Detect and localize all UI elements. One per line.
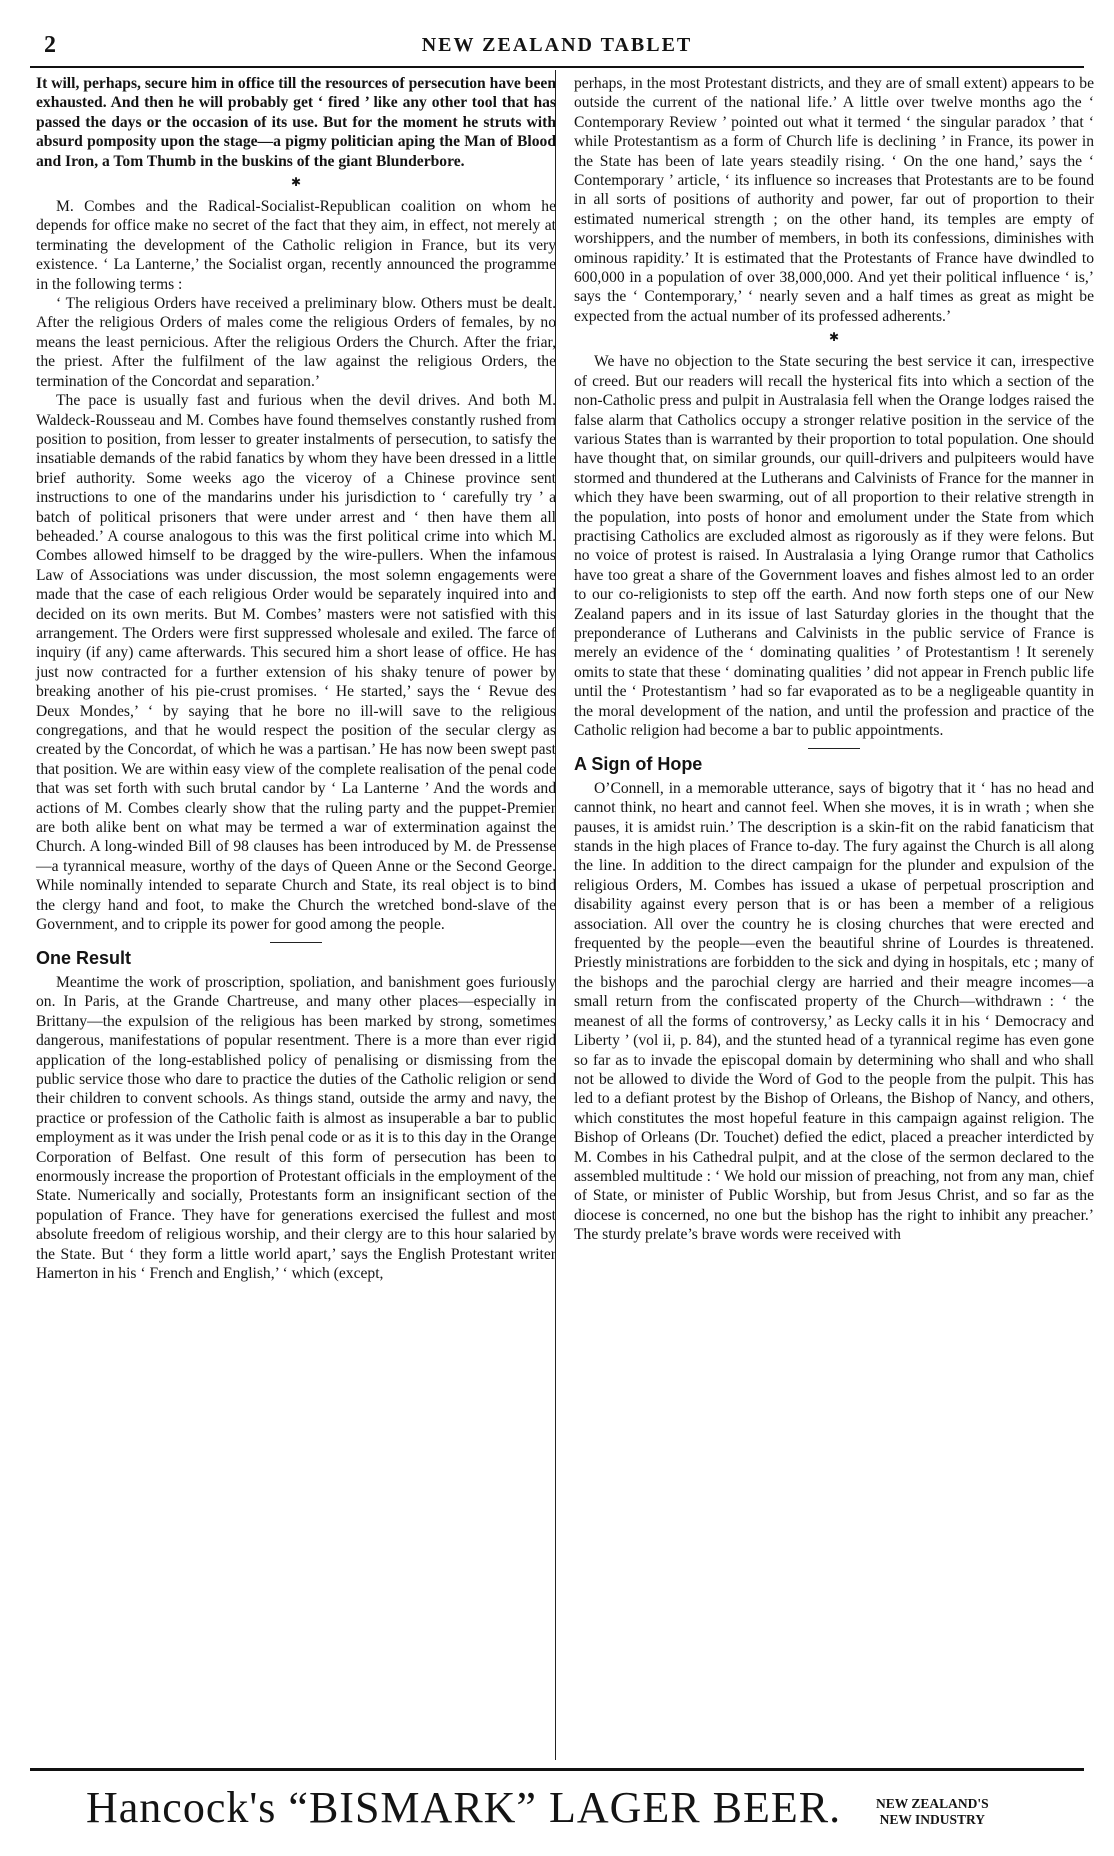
- paragraph: M. Combes and the Radical-Socialist-Republican coalition on whom he depends for office make no secret of the fact that they aim, in effect, not merely at terminating the development of the Catholic religion in France, but its very existence. ‘ La Lanterne,’ the Socialist organ, recently announced the programme in the following terms :: [36, 198, 556, 293]
- advertisement-banner: [30, 1778, 1084, 1848]
- paragraph: Meantime the work of proscription, spoliation, and banishment goes furiously on. In Paris, at the Grande Chartreuse, and many other places—especially in Brittany—the expulsion of the religious has been marked by strong, sometimes dangerous, manifestations of popular resentment. There is a more than ever rigid application of the long-established policy of penalising or dismissing from the public service those who dare to practice the duties of the Catholic religion or send their children to convent schools. As things stand, outside the army and navy, the practice or profession of the Catholic faith is almost as insuperable a bar to public employment as it was under the Irish penal code or as it is to this day in the Orange Corporation of Belfast. One result of this form of persecution has been to enormously increase the proportion of Protestant officials in the employment of the State. Numerically and socially, Protestants form an insignificant section of the population of France. They have for generations exercised the fullest and most absolute freedom of religious worship, and their clergy are to this hour salaried by the State. But ‘ they form a little world apart,’ says the English Protestant writer Hamerton in his ‘ French and English,’ ‘ which (except,: [36, 973, 556, 1282]
- section-rule: [808, 748, 860, 749]
- page-number: 2: [44, 32, 56, 58]
- header-rule: [30, 66, 1084, 68]
- section-rule: [270, 942, 322, 943]
- paragraph: It will, perhaps, secure him in office till the resources of persecution have been exhausted. And then he will probably get ‘ fired ’ like any other tool that has passed the days or the occasion of its use. But for the moment he struts with absurd pomposity upon the stage—a pigmy politician aping the Man of Blood and Iron, a Tom Thumb in the buskins of the giant Blunderbore.: [36, 75, 556, 170]
- tagline-line: NEW INDUSTRY: [879, 1812, 986, 1827]
- quoted-paragraph: ‘ The religious Orders have received a preliminary blow. Others must be dealt. After the religious Orders of males come the religious Orders of females, by no means the least pernicious. After the religious Orders the Church. After the friar, the priest. After the fulfilment of the law against the religious Orders, the termination of the Concordat and separation.’: [36, 295, 556, 390]
- paragraph: The pace is usually fast and furious when the devil drives. And both M. Waldeck-Rousseau and M. Combes have found themselves constantly rushed from position to position, from lesser to greater instalments of persecution, to satisfy the insatiable demands of the rabid fanatics by whom they have been dressed in a little brief authority. Some weeks ago the viceroy of a Chinese province sent instructions to one of the mandarins under his jurisdiction to ‘ carefully try ’ a batch of political prisoners that were under arrest and ‘ then have them all beheaded.’ A course analogous to this was the first political crime into which M. Combes allowed himself to be dragged by the wire-pullers. When the infamous Law of Associations was under discussion, the most solemn engagements were made that the case of each religious Order would be separately inquired into and decided on its own merits. But M. Combes’ masters were not satisfied with this arrangement. The Orders were first suppressed wholesale and exiled. The farce of inquiry (if any) came afterwards. This secured him a short lease of office. He has just now contracted for a further extension of his shaky tenure of power by breaking another of his pie-crust promises. ‘ He started,’ says the ‘ Revue des Deux Mondes,’ ‘ by saying that he bore no ill-will save to the religious congregations, and that he would respect the position of the secular clergy as created by the Concordat, of which he was a partisan.’ He has now been swept past that position. We are within easy view of the complete realisation of the penal code that was set forth with such brutal candor by ‘ La Lanterne ’ And the words and actions of M. Combes clearly show that the ruling party and the puppet-Premier are both alike bent on what may be termed a war of extermination against the Church. A long-winded Bill of 98 clauses has been introduced by M. de Pressense—a tyrannical measure, worthy of the days of Queen Anne or the Second George. While nominally intended to separate Church and State, its real object is to bind the clergy hand and foot, to make the Church the wretched bond-slave of the Government, and to cripple its power for good among the people.: [36, 392, 556, 934]
- tagline-line: NEW ZEALAND'S: [876, 1796, 989, 1811]
- left-column: [36, 74, 556, 1283]
- right-column: [574, 74, 1094, 1245]
- masthead-title: NEW ZEALAND TABLET: [421, 34, 693, 56]
- paragraph: O’Connell, in a memorable utterance, says of bigotry that it ‘ has no head and cannot think, no heart and cannot feel. When she moves, it is in wrath ; when she pauses, it is amidst ruin.’ The description is a skin-fit on the rabid fanaticism that stands in the high places of France to-day. The fury against the Church is all along the line. In addition to the direct campaign for the plunder and expulsion of the religious Orders, M. Combes has issued a ukase of perpetual proscription and disability against every person that is or has been a member of a religious association. All over the country he is closing churches that were erected and frequented by the people—even the beautiful shrine of Lourdes is threatened. Priestly ministrations are forbidden to the sick and dying in hospitals, etc ; many of the bishops and the parochial clergy are harried and their meagre incomes—a small return from the confiscated property of the Church—withdrawn : ‘ the meanest of all the forms of controversy,’ as Lecky calls it in his ‘ Democracy and Liberty ’ (vol ii, p. 84), and the stunted head of a tyrannical regime has even gone so far as to invade the episcopal domain by determining who shall and who shall not be allowed to divide the Word of God to the people from the pulpit. This has led to a defiant protest by the Bishop of Orleans, the Bishop of Nancy, and others, which constitutes the most hopeful feature in this campaign against religion. The Bishop of Orleans (Dr. Touchet) defied the edict, placed a preacher interdicted by M. Combes in his Cathedral pulpit, and at the close of the sermon declared to the assembled multitude : ‘ We hold our mission of preaching, not from any man, chief of State, or minister of Public Worship, but from Jesus Christ, and so far as the diocese is concerned, no one but the bishop has the right to inhibit any preacher.’ The sturdy prelate’s brave words were received with: [574, 779, 1094, 1244]
- section-star-ornament: ✱: [828, 330, 840, 345]
- paragraph: We have no objection to the State securing the best service it can, irrespective of creed. But our readers will recall the hysterical fits into which a section of the non-Catholic press and pulpit in Australasia fell when the Orange lodges raised the false alarm that Catholics occupy a stronger relative position in the service of the various States than is warranted by their proportion to total population. One should have thought that, on similar grounds, our quill-drivers and pulpiteers would have stormed and thundered at the Lutherans and Calvinists of France for the manner in which they have been swarming, out of all proportion to their relative strength in the population, into posts of honor and emolument under the State from which practising Catholics are excluded almost as rigorously as if they were felons. But no voice of protest is raised. In Australasia a lying Orange rumor that Catholics have too great a share of the Government loaves and fishes almost led to an order to our co-religionists to step off the earth. And now forth steps one of our New Zealand papers and in its issue of last Saturday glories in the thought that the preponderance of Lutherans and Calvinists in the public service of France is merely an evidence of the ‘ dominating qualities ’ of Protestantism ! It serenely omits to state that these ‘ dominating qualities ’ did not appear in French public life until the ‘ Protestantism ’ had so far evaporated as to be a negligeable quantity in the moral development of the nation, and until the profession and practice of the Catholic religion had become a bar to public appointments.: [574, 353, 1094, 739]
- page-header: [30, 26, 1084, 62]
- section-heading: One Result: [36, 948, 132, 969]
- advertisement-headline: Hancock's “BISMARK” LAGER BEER.: [86, 1783, 842, 1832]
- section-heading: A Sign of Hope: [574, 754, 703, 775]
- footer-rule: [30, 1768, 1084, 1771]
- section-star-ornament: ✱: [290, 175, 302, 190]
- paragraph: perhaps, in the most Protestant districts, and they are of small extent) appears to be outside the current of the national life.’ A little over twelve months ago the ‘ Contemporary Review ’ pointed out what it termed ‘ the singular paradox ’ that ‘ while Protestantism as a form of Church life is declining ’ in France, its power in the State has been of late years steadily rising. ‘ On the one hand,’ says the ‘ Contemporary ’ article, ‘ its influence so increases that Protestants are to be found in all sorts of positions of authority and power, far out of proportion to their estimated numerical strength ; on the other hand, its temples are empty of worshippers, and the number of members, in both its confessions, diminishes with ominous rapidity.’ It is estimated that the Protestants of France have dwindled to 600,000 in a population of over 38,000,000. And yet their political influence ‘ is,’ says the ‘ Contemporary,’ ‘ nearly seven and a half times as great as might be expected from the actual number of its professed adherents.’: [574, 75, 1094, 325]
- advertisement-tagline: [876, 1796, 989, 1828]
